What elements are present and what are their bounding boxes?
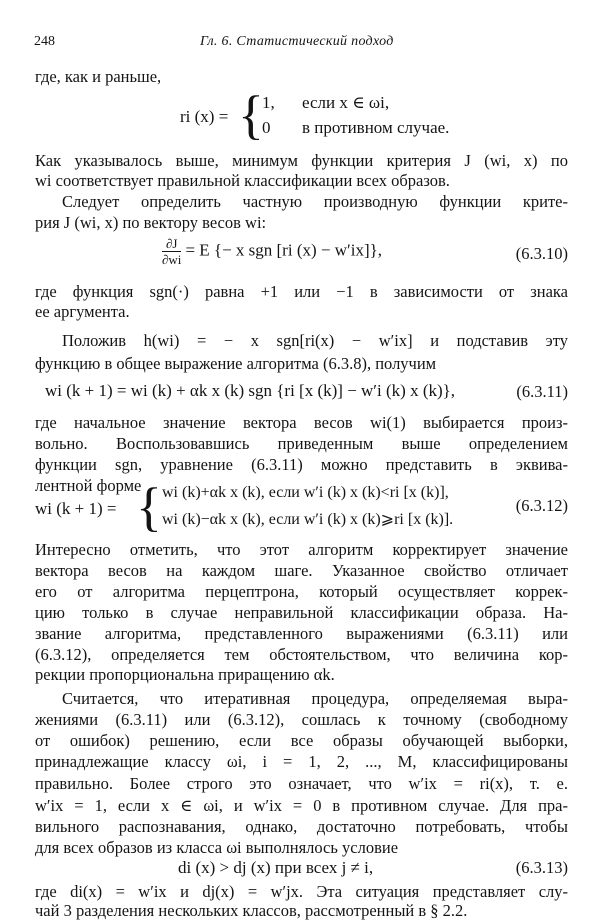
text-line: где функция sgn(·) равна +1 или −1 в зависимости от знака <box>35 282 568 301</box>
text-line: Как указывалось выше, минимум функции критерия J (wi, x) по <box>35 151 568 170</box>
text-line: его от алгоритма перцептрона, который осуществляет коррек- <box>35 582 568 601</box>
text-line: w′ix = 1, если x ∈ ωi, и w′ix = 0 в противном случае. Для пра- <box>35 796 568 815</box>
running-title: Гл. 6. Статистический подход <box>200 34 394 49</box>
text-line: вольно. Воспользовавшись приведенным выше определением <box>35 434 568 453</box>
fraction-denominator: ∂wi <box>162 252 182 267</box>
text-line: где di(x) = w′ix и dj(x) = w′jx. Эта ситуация представляет слу- <box>35 882 568 901</box>
text-line: Считается, что итеративная процедура, определяемая выра- <box>62 689 568 708</box>
equation-ri-case2-condition: в противном случае. <box>302 118 450 137</box>
equation-6-3-12-lhs: wi (k + 1) = <box>35 499 117 518</box>
text-line: функцию в общее выражение алгоритма (6.3.8), получим <box>35 354 437 373</box>
equation-ri-case1-value: 1, <box>262 93 275 112</box>
text-line: чай 3 разделения нескольких классов, рассмотренный в § 2.2. <box>35 901 468 920</box>
text-line: вектора весов на каждом шаге. Указанное свойство отличает <box>35 561 568 580</box>
text-line: рекции пропорциональна приращению αk. <box>35 665 335 684</box>
equation-6-3-13: di (x) > dj (x) при всех j ≠ i, <box>178 858 374 877</box>
text-line: Следует определить частную производную функции крите- <box>62 192 568 211</box>
text-line: где, как и раньше, <box>35 67 162 86</box>
text-line: вильного распознавания, однако, достаточно потребовать, чтобы <box>35 817 568 836</box>
text-line: для всех образов из класса ωi выполнялось условие <box>35 838 399 857</box>
text-line: рия J (wi, x) по вектору весов wi: <box>35 213 267 232</box>
equation-6-3-12-case2: wi (k)−αk x (k), если w′i (k) x (k)⩾ri [x (k)]. <box>162 511 454 528</box>
equation-ri-case1-condition: если x ∈ ωi, <box>302 93 390 112</box>
text-line: Положив h(wi) = − x sgn[ri(x) − w′ix] и подставив эту <box>62 331 568 350</box>
text-line: жениями (6.3.11) или (6.3.12), сошлась к точному (свободному <box>35 710 568 729</box>
text-line: (6.3.12), определяется тем обстоятельством, что величина кор- <box>35 645 568 664</box>
text-line: звание алгоритма, представленного выражениями (6.3.11) или <box>35 624 568 643</box>
brace-symbol: { <box>136 477 162 537</box>
partial-derivative-fraction <box>162 236 181 267</box>
text-line: цию только в случае неправильной классификации образа. На- <box>35 603 568 622</box>
equation-6-3-12-case1: wi (k)+αk x (k), если w′i (k) x (k)<ri [x (k)], <box>162 484 449 501</box>
equation-ri-case2-value: 0 <box>262 118 271 137</box>
equation-6-3-11: wi (k + 1) = wi (k) + αk x (k) sgn {ri [x (k)] − w′i (k) x (k)}, <box>45 381 456 400</box>
equation-number: (6.3.12) <box>515 496 568 515</box>
equation-ri-lhs: ri (x) = <box>180 107 229 126</box>
page-number: 248 <box>34 34 55 49</box>
text-line: ее аргумента. <box>35 302 130 321</box>
fraction-numerator: ∂J <box>162 236 181 252</box>
text-line: где начальное значение вектора весов wi(1) выбирается произ- <box>35 413 568 432</box>
equation-number: (6.3.13) <box>515 858 568 877</box>
equation-number: (6.3.11) <box>516 382 568 401</box>
equation-number: (6.3.10) <box>515 244 568 263</box>
text-line: лентной форме <box>35 476 142 495</box>
text-line: функции sgn, уравнение (6.3.11) можно представить в эквива- <box>35 455 568 474</box>
equation-6-3-10-rhs: = E {− x sgn [ri (x) − w′ix]}, <box>185 240 383 260</box>
text-line: принадлежащие классу ωi, i = 1, 2, ..., M, классифицированы <box>35 752 568 771</box>
text-line: от ошибок) решению, если все образы обучающей выборки, <box>35 731 568 750</box>
text-line: Интересно отметить, что этот алгоритм корректирует значение <box>35 540 568 559</box>
text-line: правильно. Более строго это означает, что w′ix = ri(x), т. е. <box>35 774 568 793</box>
equation-6-3-10 <box>162 236 382 267</box>
brace-symbol: { <box>238 85 264 145</box>
text-line: wi соответствует правильной классификации всех образов. <box>35 171 450 190</box>
